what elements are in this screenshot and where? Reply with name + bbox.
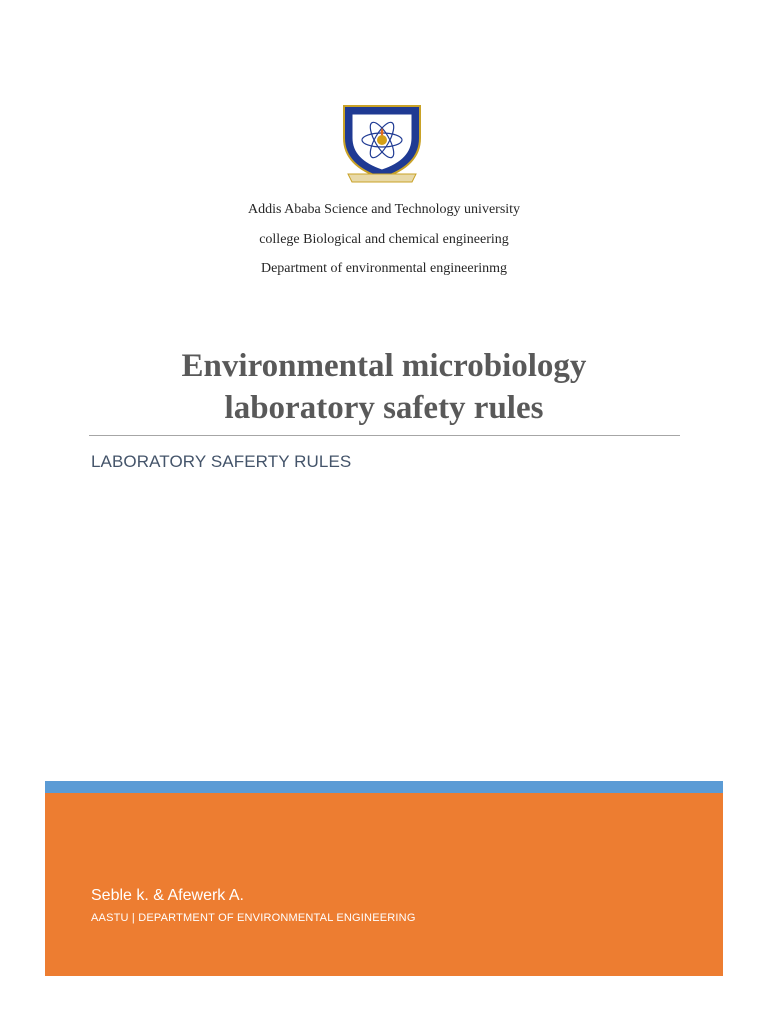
institution-block [0,198,768,287]
title-line-2: laboratory safety rules [224,390,544,426]
footer-accent-stripe [45,781,723,793]
document-title [89,345,679,429]
footer-band [45,781,723,976]
college-name: college Biological and chemical engineering [259,231,509,247]
title-divider [89,435,680,436]
document-subtitle: LABORATORY SAFERTY RULES [91,452,352,471]
title-line-1: Environmental microbiology [181,348,587,384]
author-names: Seble k. & Afewerk A. [91,887,244,904]
department-name: Department of environmental engineerinmg [260,261,508,276]
university-name: Addis Ababa Science and Technology university [247,202,521,217]
organization-line: AASTU | DEPARTMENT OF ENVIRONMENTAL ENGINEERING [91,912,416,924]
university-seal-logo [338,100,426,184]
